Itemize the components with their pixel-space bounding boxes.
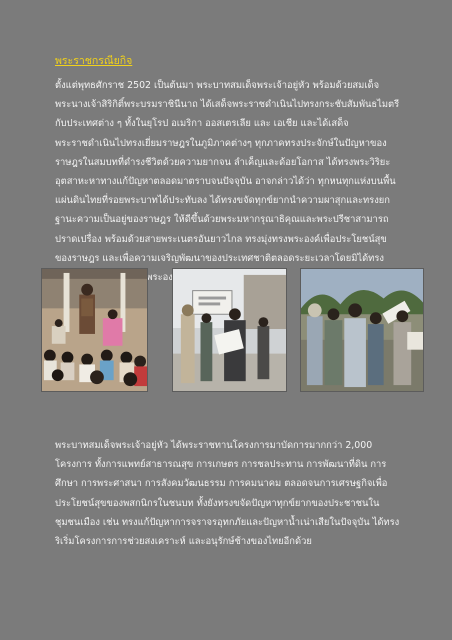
paragraph-royal-projects: พระบาทสมเด็จพระเจ้าอยู่หัว ได้พระราชทานโครงการมาบัดการมากกว่า 2,000 โครงการ ทั้งการแพทย์สาธารณสุข การเกษตร การชลประทาน การพัฒนาที่ดิน การศึกษา การพระศาสนา การสังคมวัฒนธรรม การคมนาคม ตลอดจนการเศรษฐกิจเพื่อประโยชน์สุขของพสกนิกรในชนบท ทั้งยังทรงขจัดปัญหาทุกข์ยากของประชาชนในชุมชนเมือง เช่น ทรงแก้ปัญหาการจราจรอุทกภัยและปัญหาน้ำเน่าเสียในปัจจุบัน ได้ทรงริเริ่มโครงการการช่วยสงเคราะห์ และอนุรักษ์ช้างของไทยอีกด้วย — [55, 440, 400, 548]
section-heading: พระราชกรณียกิจ — [55, 55, 133, 67]
photo-group-documents — [300, 268, 424, 392]
photo-ceremony-crowd — [41, 268, 148, 392]
photo-outdoor-sign — [172, 268, 287, 392]
paragraph-intro: ตั้งแต่พุทธศักราช 2502 เป็นต้นมา พระบาทสมเด็จพระเจ้าอยู่หัว พร้อมด้วยสมเด็จพระนางเจ้าสิริกิติ์พระบรมราชินีนาถ ได้เสด็จพระราชดำเนินไปทรงกระชับสัมพันธไมตรีกับประเทศต่าง ๆ ทั้งในยุโรป อเมริกา ออสเตรเลีย และ เอเชีย และได้เสด็จพระราชดำเนินไปทรงเยี่ยมราษฎรในภูมิภาคต่างๆ ทุกภาคทรงประจักษ์ในปัญหาของราษฎรในสมบทที่ดำรงชีวิตด้วยความยากจน ลำเค็ญและด้อยโอกาส ได้ทรงพระวิริยะอุตสาหะหาทางแก้ปัญหาตลอดมาตราบจนปัจจุบัน อาจกล่าวได้ว่า ทุกหนทุกแห่งบนพื้นแผ่นดินไทยที่รอยพระบาทได้ประทับลง ได้ทรงขจัดทุกข์ยากนำความผาสุกและทรงยกฐานะความเป็นอยู่ของราษฎร ให้ดีขึ้นด้วยพระมหากรุณาธิคุณและพระปรีชาสามารถปราดเปรื่อง พร้อมด้วยสายพระเนตรอันยาวไกล ทรงมุ่งทรงพระองค์เพื่อประโยชน์สุขของราษฎร และเพื่อความเจริญพัฒนาของประเทศชาติตลอดระยะเวลาโดยมิได้ทรง นพระองค์เลย — [55, 80, 400, 284]
